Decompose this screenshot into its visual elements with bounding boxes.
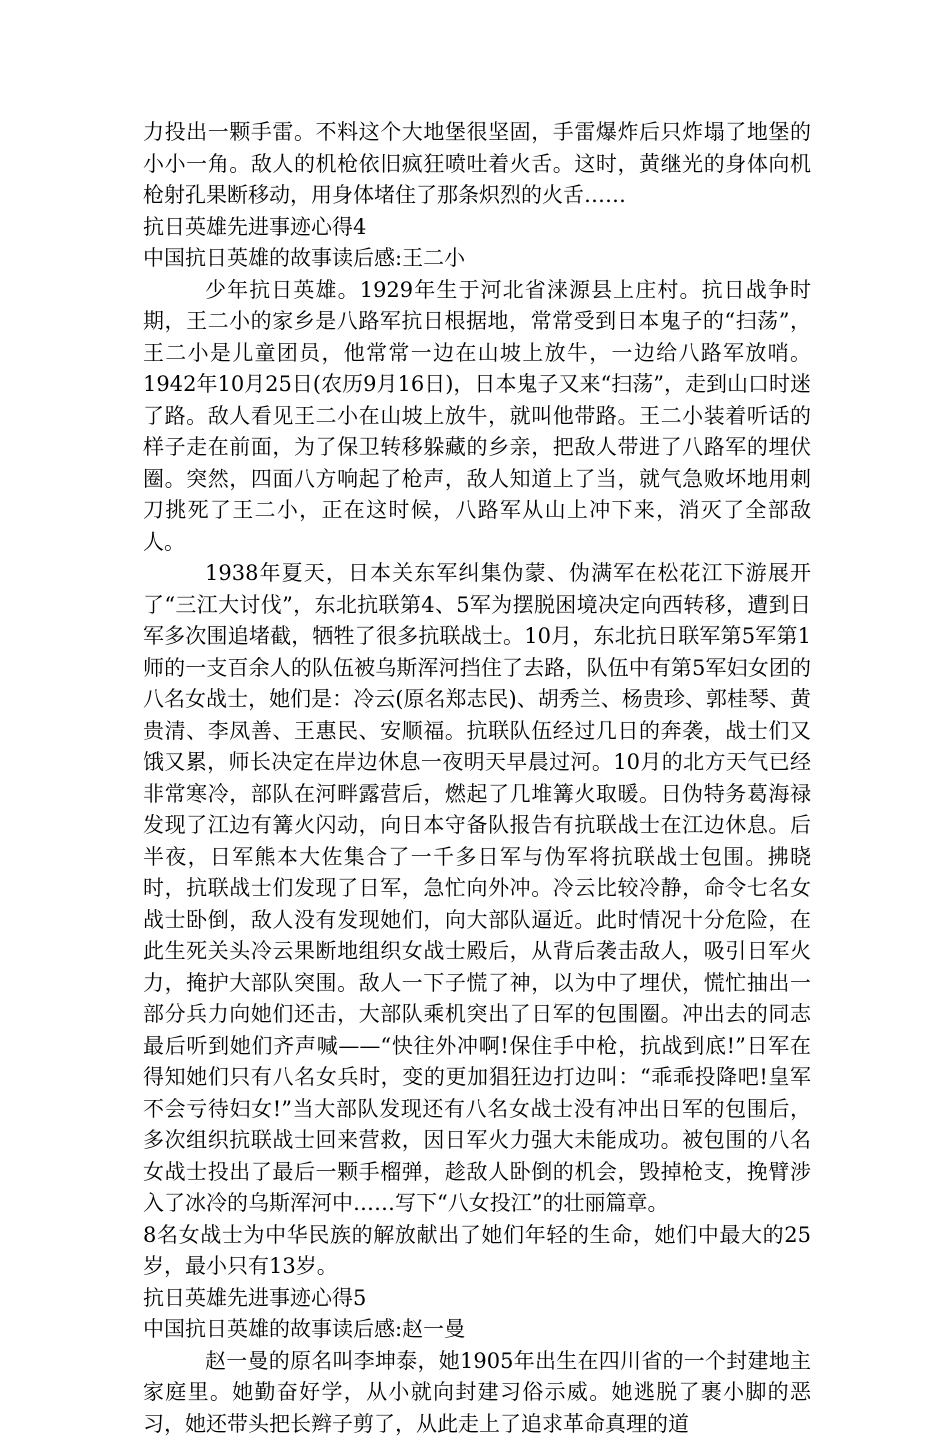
paragraph-wang-erxiao: 少年抗日英雄。1929年生于河北省涞源县上庄村。抗日战争时期，王二小的家乡是八路军抗日根据地，常常受到日本鬼子的“扫荡”，王二小是儿童团员，他常常一边在山坡上放牛，一边给八路军放哨。1942年10月25日(农历9月16日)，日本鬼子又来“扫荡”，走到山口时迷了路。敌人看见王二小在山坡上放牛，就叫他带路。王二小装着听话的样子走在前面，为了保卫转移躲藏的乡亲，把敌人带进了八路军的埋伏圈。突然，四面八方响起了枪声，敌人知道上了当，就气急败坏地用刺刀挑死了王二小，正在这时候，八路军从山上冲下来，消灭了全部敌人。 [143, 275, 811, 559]
section-title-wang-erxiao: 中国抗日英雄的故事读后感:王二小 [143, 243, 811, 275]
section-heading-5: 抗日英雄先进事迹心得5 [143, 1283, 811, 1315]
paragraph-eight-women: 1938年夏天，日本关东军纠集伪蒙、伪满军在松花江下游展开了“三江大讨伐”，东北抗联第4、5军为摆脱困境决定向西转移，遭到日军多次围追堵截，牺牲了很多抗联战士。10月，东北抗日联军第5军第1师的一支百余人的队伍被乌斯浑河挡住了去路，队伍中有第5军妇女团的八名女战士，她们是：冷云(原名郑志民)、胡秀兰、杨贵珍、郭桂琴、黄贵清、李凤善、王惠民、安顺福。抗联队伍经过几日的奔袭，战士们又饿又累，师长决定在岸边休息一夜明天早晨过河。10月的北方天气已经非常寒冷，部队在河畔露营后，燃起了几堆篝火取暖。日伪特务葛海禄发现了江边有篝火闪动，向日本守备队报告有抗联战士在江边休息。后半夜，日军熊本大佐集合了一千多日军与伪军将抗联战士包围。拂晓时，抗联战士们发现了日军，急忙向外冲。冷云比较冷静，命令七名女战士卧倒，敌人没有发现她们，向大部队逼近。此时情况十分危险，在此生死关头冷云果断地组织女战士殿后，从背后袭击敌人，吸引日军火力，掩护大部队突围。敌人一下子慌了神，以为中了埋伏，慌忙抽出一部分兵力向她们还击，大部队乘机突出了日军的包围圈。冲出去的同志最后听到她们齐声喊——“快往外冲啊!保住手中枪，抗战到底!”日军在得知她们只有八名女兵时，变的更加猖狂边打边叫：“乖乖投降吧!皇军不会亏待妇女!”当大部队发现还有八名女战士没有冲出日军的包围后，多次组织抗联战士回来营救，因日军火力强大未能成功。被包围的八名女战士投出了最后一颗手榴弹，趁敌人卧倒的机会，毁掉枪支，挽臂涉入了冰冷的乌斯浑河中……写下“八女投江”的壮丽篇章。 [143, 558, 811, 1220]
paragraph-continuation: 力投出一颗手雷。不料这个大地堡很坚固，手雷爆炸后只炸塌了地堡的小小一角。敌人的机枪依旧疯狂喷吐着火舌。这时，黄继光的身体向机枪射孔果断移动，用身体堵住了那条炽烈的火舌…… [143, 117, 811, 212]
document-body [143, 117, 811, 1440]
paragraph-eight-women-ages: 8名女战士为中华民族的解放献出了她们年轻的生命，她们中最大的25岁，最小只有13岁。 [143, 1220, 811, 1283]
section-heading-4: 抗日英雄先进事迹心得4 [143, 212, 811, 244]
paragraph-zhao-yiman: 赵一曼的原名叫李坤泰，她1905年出生在四川省的一个封建地主家庭里。她勤奋好学，从小就向封建习俗示威。她逃脱了裹小脚的恶习，她还带头把长辫子剪了，从此走上了追求革命真理的道 [143, 1346, 811, 1440]
section-title-zhao-yiman: 中国抗日英雄的故事读后感:赵一曼 [143, 1314, 811, 1346]
